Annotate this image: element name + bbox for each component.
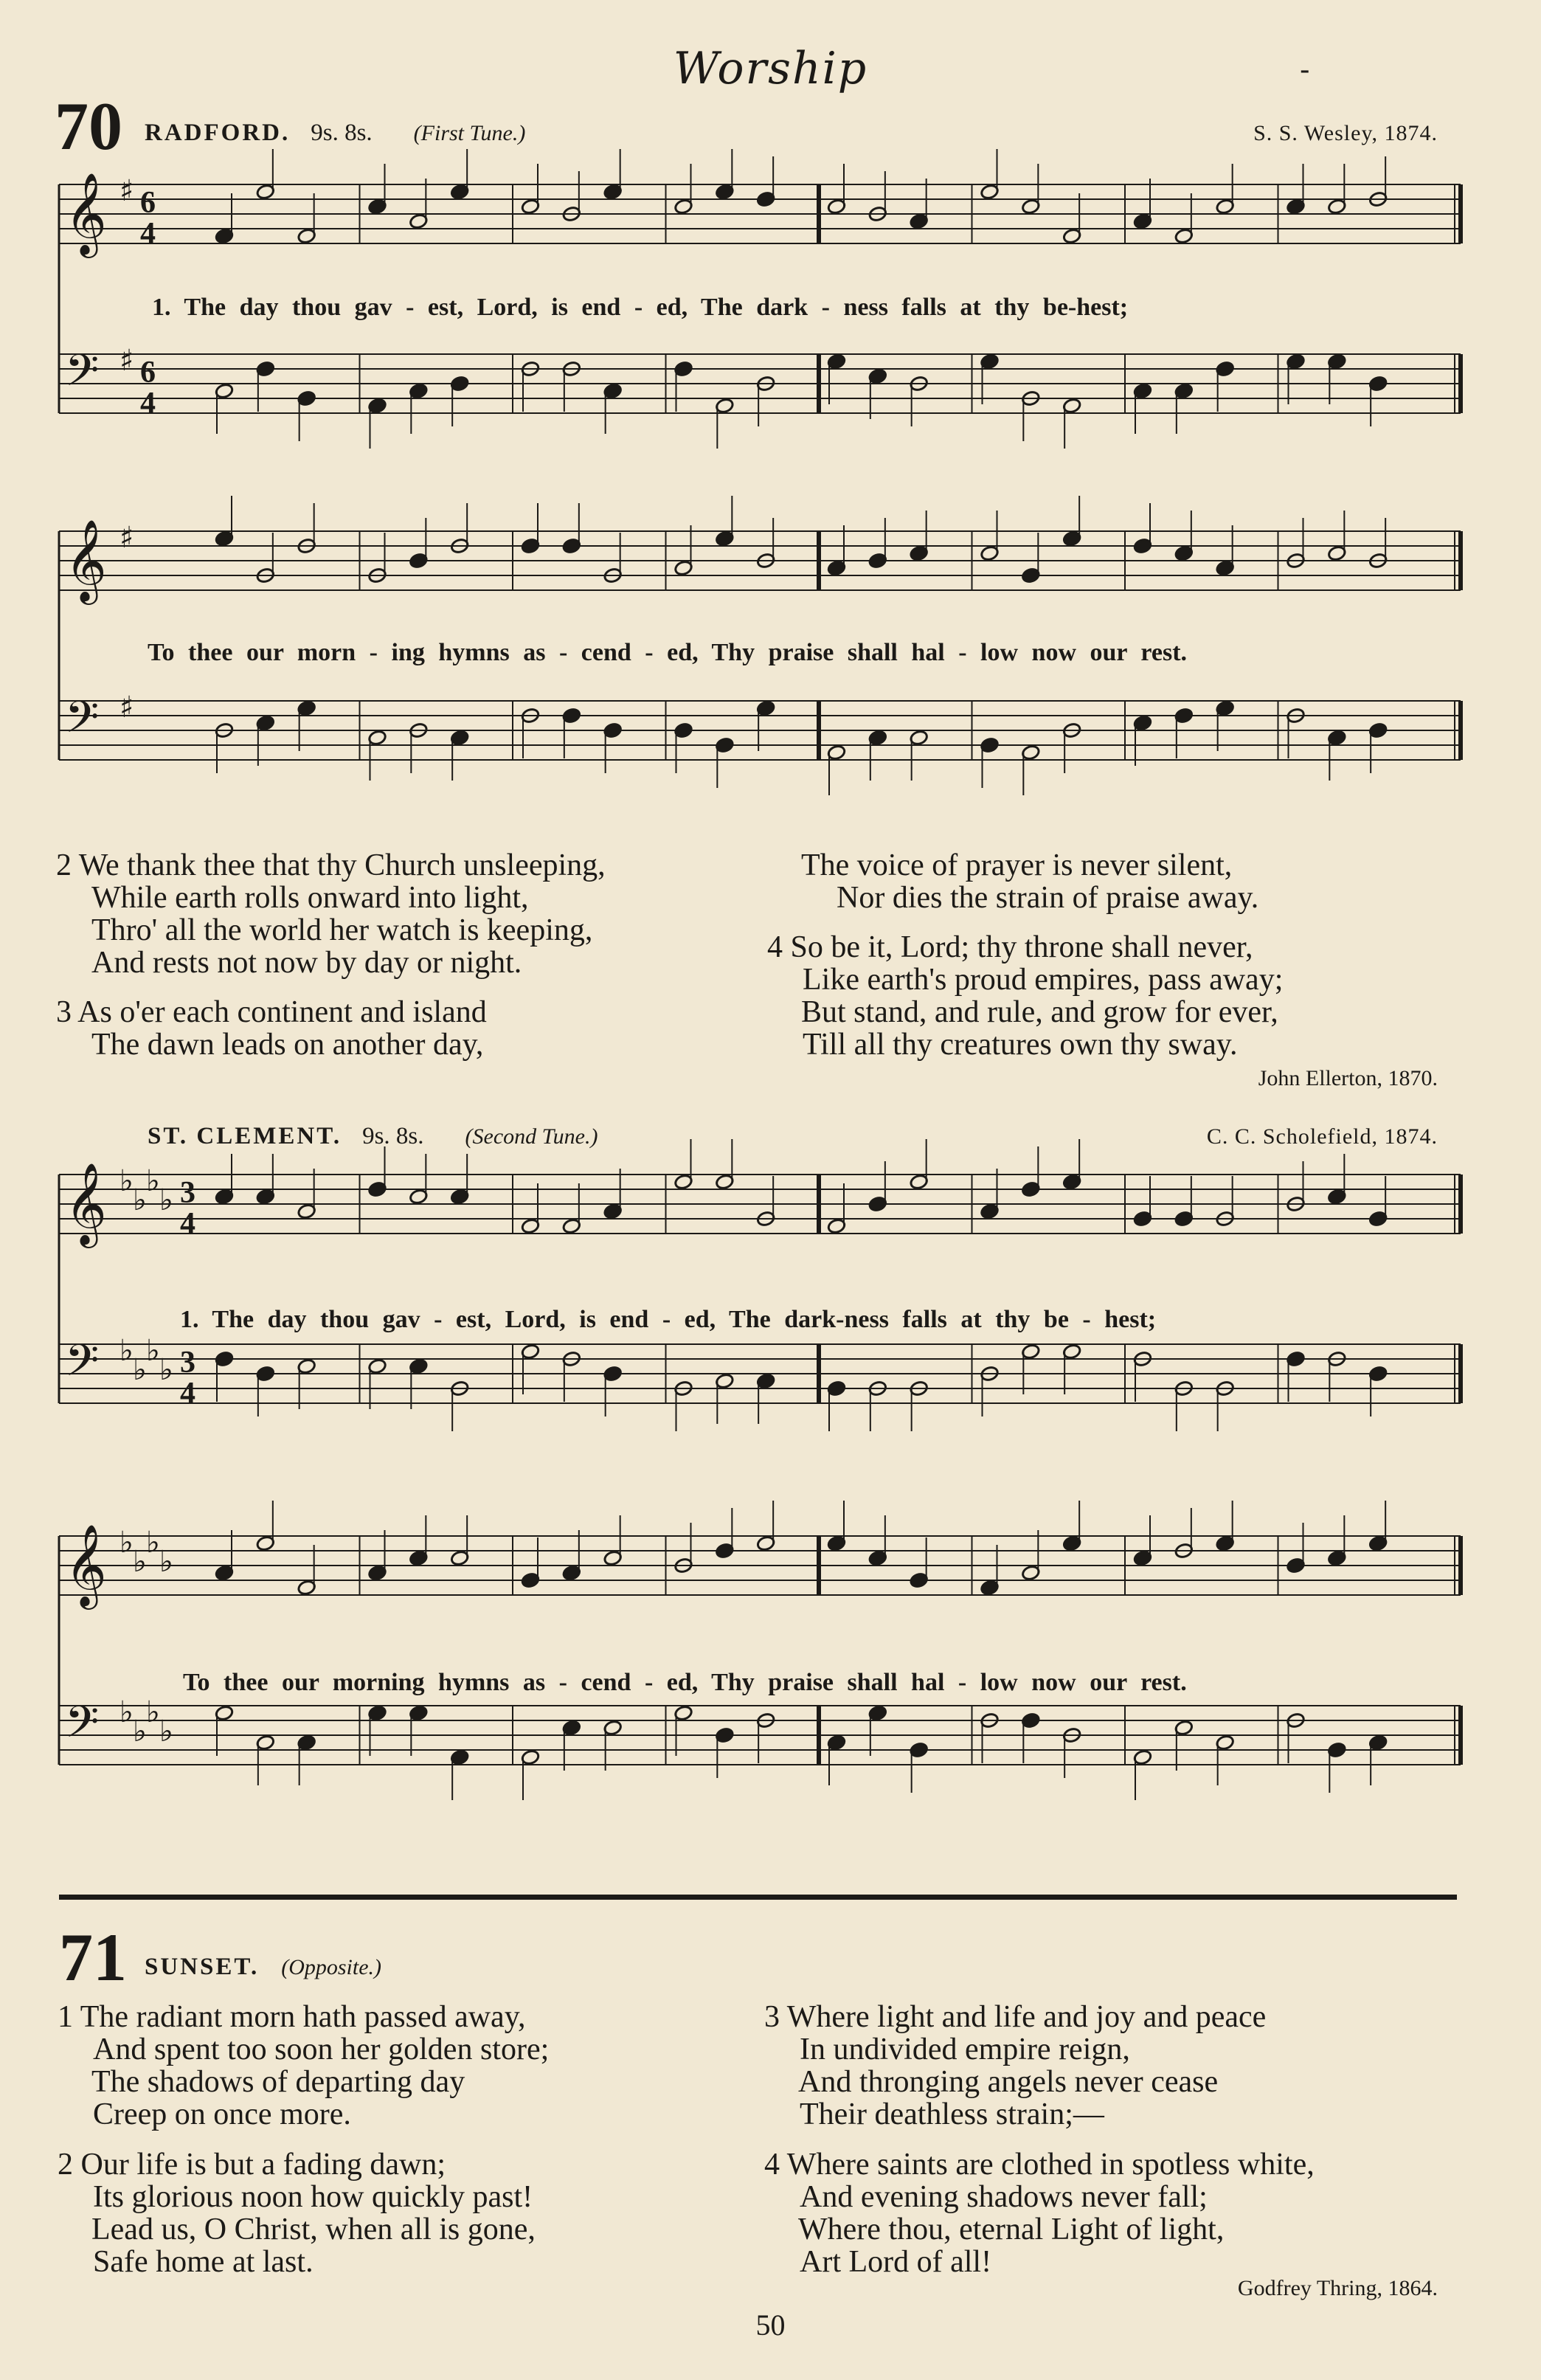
time-signature-bottom: 4	[180, 1207, 195, 1241]
flat-sign-icon: ♭	[146, 1334, 160, 1368]
stanza-line: Like earth's proud empires, pass away;	[803, 963, 1284, 997]
flat-sign-icon: ♭	[133, 1715, 147, 1748]
sharp-sign-icon: ♯	[120, 691, 134, 724]
stanza-71-3	[764, 2001, 1266, 2131]
treble-clef-icon: 𝄞	[65, 1162, 107, 1245]
tune-heading-sunset	[145, 1954, 381, 1981]
sharp-sign-icon: ♯	[120, 344, 134, 378]
stanza-71-2	[58, 2148, 536, 2278]
stanza-line: The shadows of departing day	[91, 2065, 465, 2099]
corner-mark: -	[1300, 53, 1310, 87]
treble-clef-icon: 𝄞	[65, 172, 107, 255]
stanza-line: 2 We thank thee that thy Church unsleeping,	[56, 848, 606, 882]
stanza-line: Creep on once more.	[93, 2097, 351, 2131]
stanza-line: Art Lord of all!	[800, 2245, 992, 2279]
stanza-line: The dawn leads on another day,	[91, 1028, 484, 1062]
stanza-line: And rests not now by day or night.	[91, 946, 522, 980]
time-signature-bottom: 4	[180, 1377, 195, 1411]
treble-clef-icon: 𝄞	[65, 519, 107, 601]
stanza-line: The voice of prayer is never silent,	[801, 848, 1233, 882]
flat-sign-icon: ♭	[120, 1695, 134, 1729]
lyrics-st-clement-row2: To thee our morning hymns as - cend - ed, Thy praise shall hal - low now our rest.	[183, 1669, 1187, 1696]
time-signature-top: 3	[180, 1176, 195, 1210]
stanza-line: 1 The radiant morn hath passed away,	[58, 2000, 526, 2034]
hymn-number-70: 70	[55, 89, 122, 164]
tune-name: ST. CLEMENT.	[148, 1123, 342, 1149]
tune-name: SUNSET.	[145, 1954, 260, 1980]
bass-clef-icon: 𝄢	[65, 1696, 100, 1758]
stanza-71-4	[764, 2148, 1315, 2278]
time-signature-top: 6	[140, 186, 156, 220]
flat-sign-icon: ♭	[120, 1526, 134, 1560]
flat-sign-icon: ♭	[159, 1715, 173, 1748]
stanza-line: But stand, and rule, and grow for ever,	[801, 995, 1278, 1029]
tune-note: (Second Tune.)	[465, 1124, 598, 1149]
tune-name: RADFORD.	[145, 120, 291, 146]
tune-heading-st-clement	[148, 1123, 598, 1150]
bass-clef-icon: 𝄢	[65, 691, 100, 753]
stanza-70-3	[56, 996, 487, 1061]
stanza-line: Thro' all the world her watch is keeping,	[91, 913, 593, 947]
flat-sign-icon: ♭	[159, 1545, 173, 1579]
bass-clef-icon: 𝄢	[65, 345, 100, 407]
music-system-radford-2	[0, 516, 1541, 841]
time-signature-bottom: 4	[140, 387, 156, 421]
flat-sign-icon: ♭	[133, 1353, 147, 1387]
flat-sign-icon: ♭	[146, 1695, 160, 1729]
stanza-line: And thronging angels never cease	[798, 2065, 1219, 2099]
stanza-line: Where thou, eternal Light of light,	[798, 2213, 1225, 2246]
flat-sign-icon: ♭	[146, 1526, 160, 1560]
stanza-line: In undivided empire reign,	[800, 2033, 1130, 2066]
time-signature-top: 6	[140, 356, 156, 390]
composer-radford: S. S. Wesley, 1874.	[1253, 121, 1438, 145]
author-71: Godfrey Thring, 1864.	[1237, 2276, 1438, 2300]
stanza-71-1	[58, 2001, 549, 2131]
stanza-line: 3 As o'er each continent and island	[56, 995, 487, 1029]
lyrics-st-clement-row1: 1. The day thou gav - est, Lord, is end - ed, The dark-ness falls at thy be - hest;	[180, 1306, 1157, 1333]
stanza-line: 2 Our life is but a fading dawn;	[58, 2148, 446, 2182]
stanza-line: Their deathless strain;—	[800, 2097, 1104, 2131]
hymn-number-71: 71	[59, 1920, 127, 1995]
bass-staff	[59, 1695, 1461, 1800]
section-title: Worship	[673, 43, 868, 94]
section-divider	[59, 1895, 1457, 1900]
stanza-line: Lead us, O Christ, when all is gone,	[91, 2213, 536, 2246]
treble-staff	[59, 149, 1461, 258]
music-system-radford-1	[0, 170, 1541, 494]
tune-meter: 9s. 8s.	[362, 1123, 424, 1149]
flat-sign-icon: ♭	[159, 1353, 173, 1387]
sharp-sign-icon: ♯	[120, 521, 134, 555]
stanza-line: 4 Where saints are clothed in spotless white,	[764, 2148, 1315, 2182]
tune-note: (Opposite.)	[281, 1955, 382, 1979]
flat-sign-icon: ♭	[120, 1164, 134, 1198]
stanza-line: And evening shadows never fall;	[800, 2180, 1208, 2214]
stanza-70-4	[767, 931, 1283, 1061]
treble-clef-icon: 𝄞	[65, 1523, 107, 1606]
author-70: John Ellerton, 1870.	[1258, 1066, 1438, 1090]
flat-sign-icon: ♭	[159, 1183, 173, 1217]
stanza-line: Safe home at last.	[93, 2245, 314, 2279]
tune-meter: 9s. 8s.	[311, 120, 373, 146]
flat-sign-icon: ♭	[146, 1164, 160, 1198]
page-number: 50	[755, 2308, 786, 2342]
composer-st-clement: C. C. Scholefield, 1874.	[1206, 1124, 1438, 1149]
time-signature-bottom: 4	[140, 217, 156, 251]
bass-clef-icon: 𝄢	[65, 1335, 100, 1397]
lyrics-radford-row2: To thee our morn - ing hymns as - cend - ed, Thy praise shall hal - low now our rest.	[148, 639, 1188, 666]
stanza-70-3-cont	[801, 849, 1258, 914]
stanza-line: Its glorious noon how quickly past!	[93, 2180, 533, 2214]
flat-sign-icon: ♭	[133, 1183, 147, 1217]
tune-heading-radford	[145, 120, 525, 147]
stanza-line: Till all thy creatures own thy sway.	[803, 1028, 1238, 1062]
stanza-line: 4 So be it, Lord; thy throne shall never,	[767, 930, 1253, 964]
flat-sign-icon: ♭	[120, 1334, 134, 1368]
stanza-70-2	[56, 849, 606, 979]
bass-staff	[59, 344, 1461, 449]
time-signature-top: 3	[180, 1346, 195, 1380]
treble-staff	[59, 496, 1461, 605]
stanza-line: While earth rolls onward into light,	[91, 881, 529, 915]
stanza-line: Nor dies the strain of praise away.	[837, 881, 1259, 915]
sharp-sign-icon: ♯	[120, 174, 134, 208]
stanza-line: And spent too soon her golden store;	[93, 2033, 550, 2066]
stanza-line: 3 Where light and life and joy and peace	[764, 2000, 1267, 2034]
treble-staff	[59, 1139, 1461, 1248]
bass-staff	[59, 1334, 1461, 1431]
tune-note: (First Tune.)	[413, 121, 526, 145]
lyrics-radford-row1: 1. The day thou gav - est, Lord, is end - ed, The dark - ness falls at thy be-hest;	[152, 294, 1129, 321]
treble-staff	[59, 1501, 1461, 1610]
flat-sign-icon: ♭	[133, 1545, 147, 1579]
bass-staff	[59, 691, 1461, 795]
